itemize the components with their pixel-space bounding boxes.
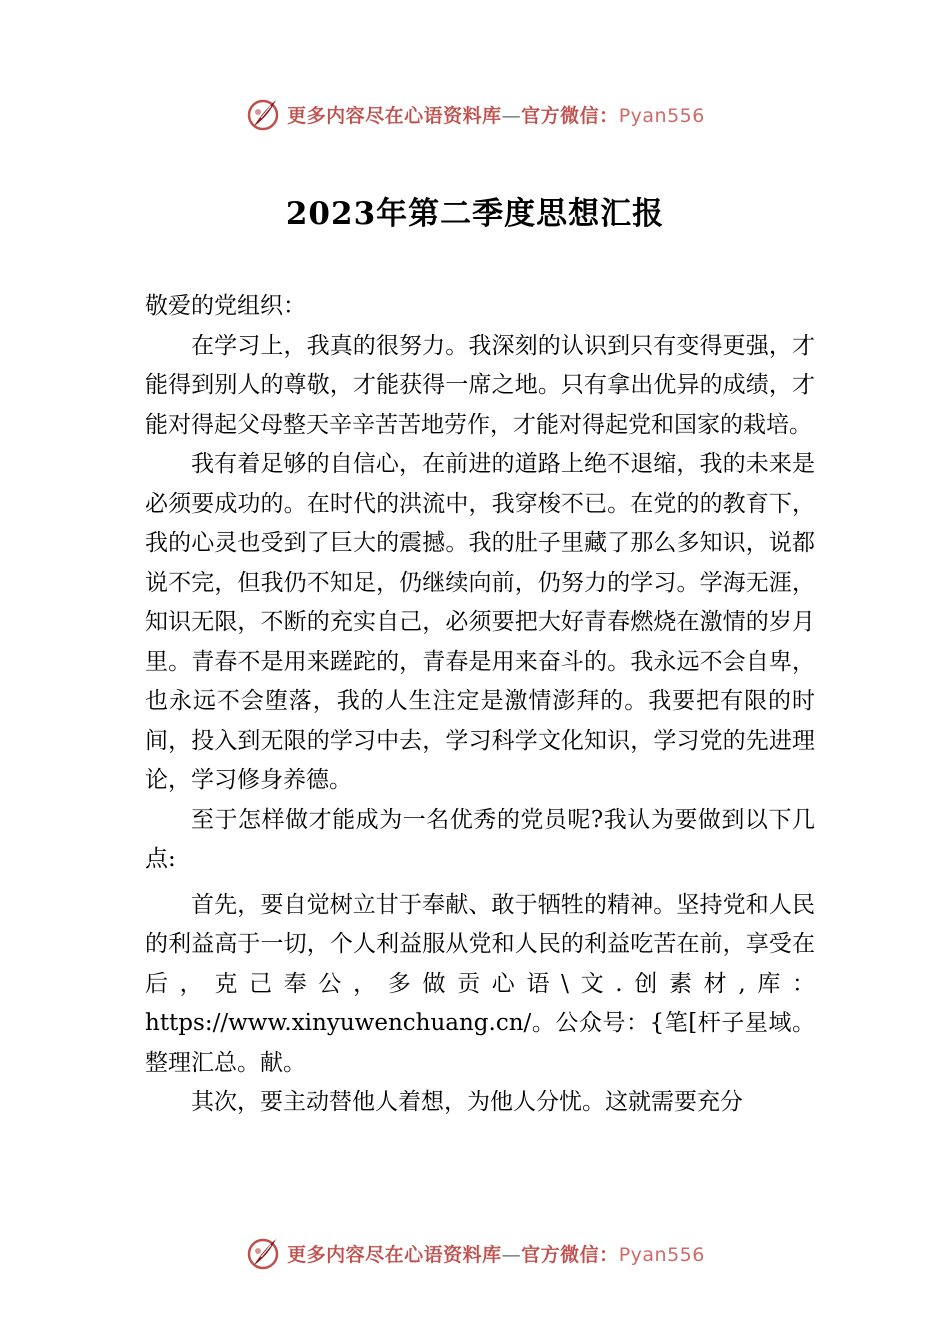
paragraph-2: 我有着足够的自信心，在前进的道路上绝不退缩，我的未来是必须要成功的。在时代的洪流中，我穿梭不已。在党的的教育下，我的心灵也受到了巨大的震撼。我的肚子里藏了那么多知识，说都说不完，但我仍不知足，仍继续向前，仍努力的学习。学海无涯，知识无限，不断的充实自己，必须要把大好青春燃烧在激情的岁月里。青春不是用来蹉跎的，青春是用来奋斗的。我永远不会自卑，也永远不会堕落，我的人生注定是激情澎拜的。我要把有限的时间，投入到无限的学习中去，学习科学文化知识，学习党的先进理论，学习修身养德。: [145, 451, 815, 793]
banner-main-text: 更多内容尽在心语资料库: [287, 1243, 502, 1266]
paragraph-3: 至于怎样做才能成为一名优秀的党员呢?我认为要做到以下几点:: [145, 806, 815, 872]
banner-separator: —: [501, 104, 522, 127]
banner-separator: —: [501, 1243, 522, 1266]
banner-wechat-label: 官方微信：: [521, 104, 619, 127]
header-banner: [0, 94, 950, 134]
paragraph-5: 其次，要主动替他人着想，为他人分忧。这就需要充分: [191, 1089, 743, 1115]
banner-main-text: 更多内容尽在心语资料库: [287, 104, 502, 127]
paragraph-4: 首先，要自觉树立甘于奉献、敢于牺牲的精神。坚持党和人民的利益高于一切，个人利益服从党和人民的利益吃苦在前，享受在后，克己奉公，多做贡心语\文.创素材,库：https://www.xinyuwenchuang.cn/。公众号：{笔[杆子星域。整理汇总。献。: [145, 891, 815, 1076]
quill-circle-icon: [245, 96, 281, 132]
quill-circle-icon: [245, 1235, 281, 1271]
banner-wechat-id: Pyan556: [618, 104, 705, 127]
banner-wechat-label: 官方微信：: [521, 1243, 619, 1266]
document-body: [145, 287, 815, 1123]
footer-banner: [0, 1233, 950, 1273]
salutation: 敬爱的党组织：: [145, 293, 306, 319]
paragraph-1: 在学习上，我真的很努力。我深刻的认识到只有变得更强，才能得到别人的尊敬，才能获得一席之地。只有拿出优异的成绩，才能对得起父母整天辛辛苦苦地劳作，才能对得起党和国家的栽培。: [145, 332, 815, 438]
banner-text: [287, 1240, 705, 1267]
banner-text: [287, 101, 705, 128]
document-title: 2023年第二季度思想汇报: [285, 196, 665, 232]
banner-wechat-id: Pyan556: [618, 1243, 705, 1266]
